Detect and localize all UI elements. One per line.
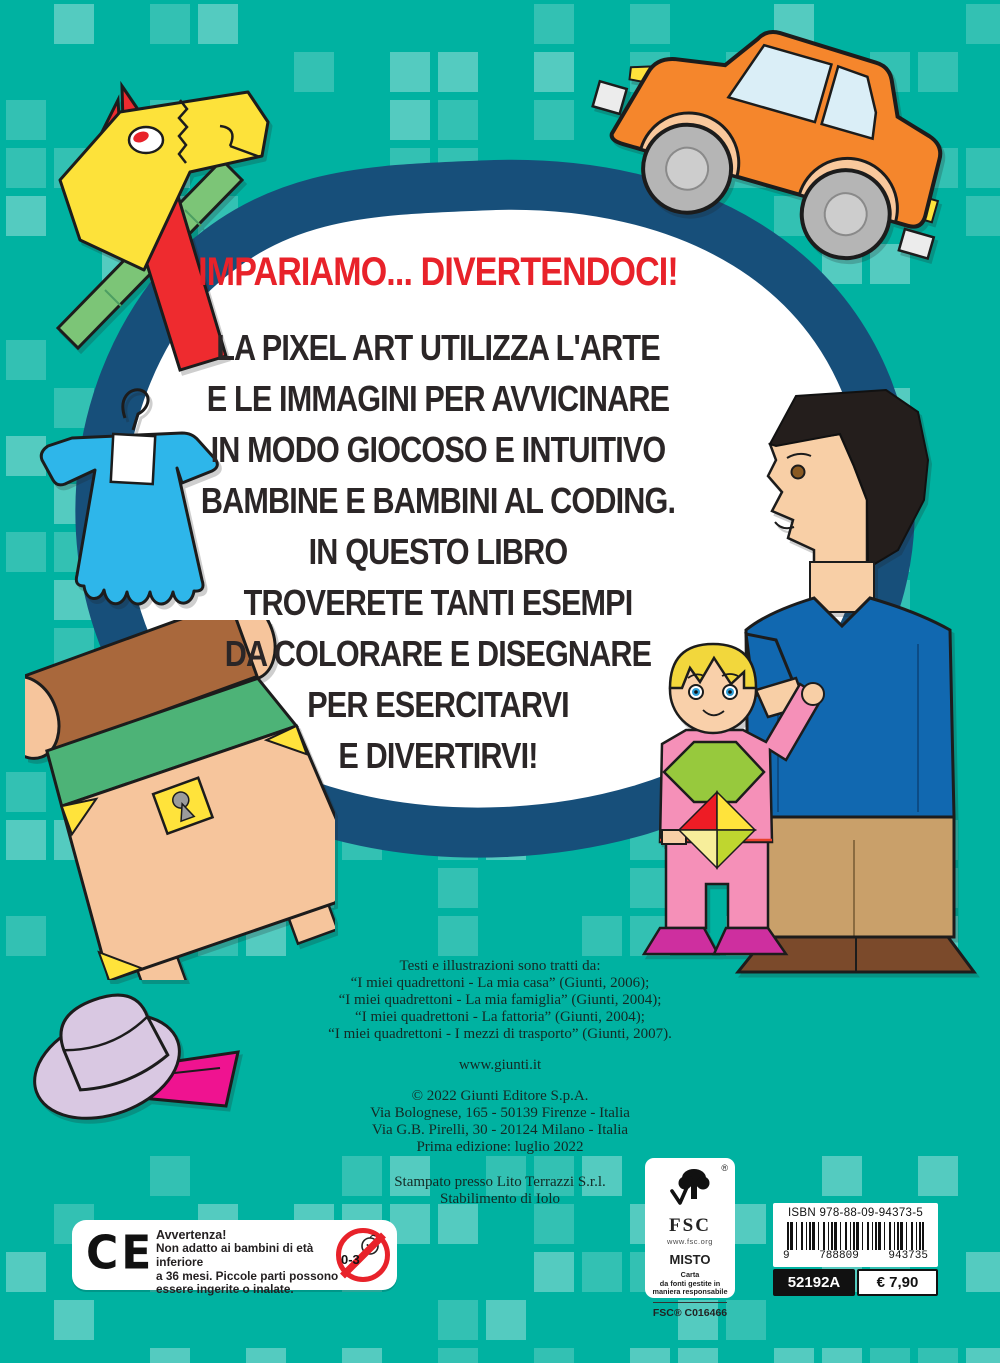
fsc-label — [645, 1158, 735, 1319]
intro-line: PER ESERCITARVI — [307, 684, 569, 725]
age-range-label: 0-3 — [341, 1252, 360, 1267]
fsc-description — [645, 1271, 735, 1297]
price-row — [773, 1269, 938, 1296]
ce-mark: CE — [86, 1226, 155, 1281]
isbn-text: ISBN 978-88-09-94373-5 — [787, 1207, 924, 1219]
credits-text — [0, 958, 1000, 1043]
age-0-3-prohibition-icon — [336, 1228, 390, 1282]
intro-line: BAMBINE E BAMBINI AL CODING. — [200, 480, 676, 521]
intro-line: TROVERETE TANTI ESEMPI — [243, 582, 633, 623]
safety-warning-label — [72, 1220, 397, 1297]
credits-line: “I miei quadrettoni - La mia famiglia” (Giunti, 2004); — [338, 992, 662, 1008]
fsc-url: www.fsc.org — [667, 1237, 713, 1246]
colophon-line: © 2022 Giunti Editore S.p.A. — [411, 1088, 589, 1104]
fsc-grade: MISTO — [669, 1252, 711, 1267]
fsc-acronym: FSC — [669, 1215, 711, 1236]
fsc-description-line: Carta — [680, 1270, 700, 1279]
barcode-panel — [773, 1203, 938, 1267]
intro-line: E LE IMMAGINI PER AVVICINARE — [206, 378, 670, 419]
colophon-line: Via G.B. Pirelli, 30 - 20124 Milano - Italia — [371, 1122, 629, 1138]
intro-line: DA COLORARE E DISEGNARE — [224, 633, 652, 674]
warning-heading: Avvertenza! — [156, 1228, 227, 1242]
intro-line: IN QUESTO LIBRO — [308, 531, 568, 572]
fsc-license: FSC® C016466 — [652, 1306, 728, 1319]
registered-mark: ® — [721, 1163, 728, 1173]
credits-line: “I miei quadrettoni - La fattoria” (Giunti, 2004); — [355, 1009, 645, 1025]
warning-line: Non adatto ai bambini di età inferiore — [156, 1241, 314, 1269]
barcode-bars — [787, 1222, 924, 1250]
printer-line: Stabilimento di Iolo — [440, 1191, 560, 1207]
headline: IMPARIAMO... DIVERTENDOCI! — [198, 250, 678, 294]
fsc-description-line: da fonti gestite in — [659, 1278, 721, 1288]
warning-line: a 36 mesi. Piccole parti possono — [156, 1268, 339, 1283]
barcode-digit-group: 943735 — [888, 1250, 928, 1262]
intro-line: E DIVERTIRVI! — [338, 735, 538, 776]
printer-line: Stampato presso Lito Terrazzi S.r.l. — [394, 1174, 606, 1190]
barcode-digit-group: 9 — [783, 1250, 790, 1262]
fsc-tree-icon — [664, 1165, 716, 1209]
colophon-line: Prima edizione: luglio 2022 — [416, 1139, 584, 1155]
edition-code: 52192A — [773, 1269, 855, 1296]
colophon-text — [0, 1088, 1000, 1156]
barcode-label — [773, 1203, 938, 1296]
warning-line: essere ingerite o inalate. — [156, 1282, 294, 1297]
price: € 7,90 — [857, 1269, 938, 1296]
credits-line: “I miei quadrettoni - La mia casa” (Giunti, 2006); — [350, 975, 650, 991]
divider — [653, 1302, 727, 1303]
car-icon — [590, 15, 980, 275]
intro-line: IN MODO GIOCOSO E INTUITIVO — [210, 429, 666, 470]
barcode-digit-group: 788809 — [819, 1250, 859, 1262]
warning-text — [156, 1228, 356, 1297]
barcode-digits — [773, 1250, 938, 1262]
publisher-website: www.giunti.it — [458, 1057, 542, 1073]
credits-line: “I miei quadrettoni - I mezzi di trasporto” (Giunti, 2007). — [328, 1026, 672, 1042]
intro-line: LA PIXEL ART UTILIZZA L'ARTE — [216, 327, 660, 368]
credits-line: Testi e illustrazioni sono tratti da: — [399, 958, 601, 974]
intro-text — [141, 322, 736, 781]
colophon-line: Via Bolognese, 165 - 50139 Firenze - Italia — [370, 1105, 630, 1121]
fsc-description-line: maniera responsabile — [652, 1287, 728, 1297]
